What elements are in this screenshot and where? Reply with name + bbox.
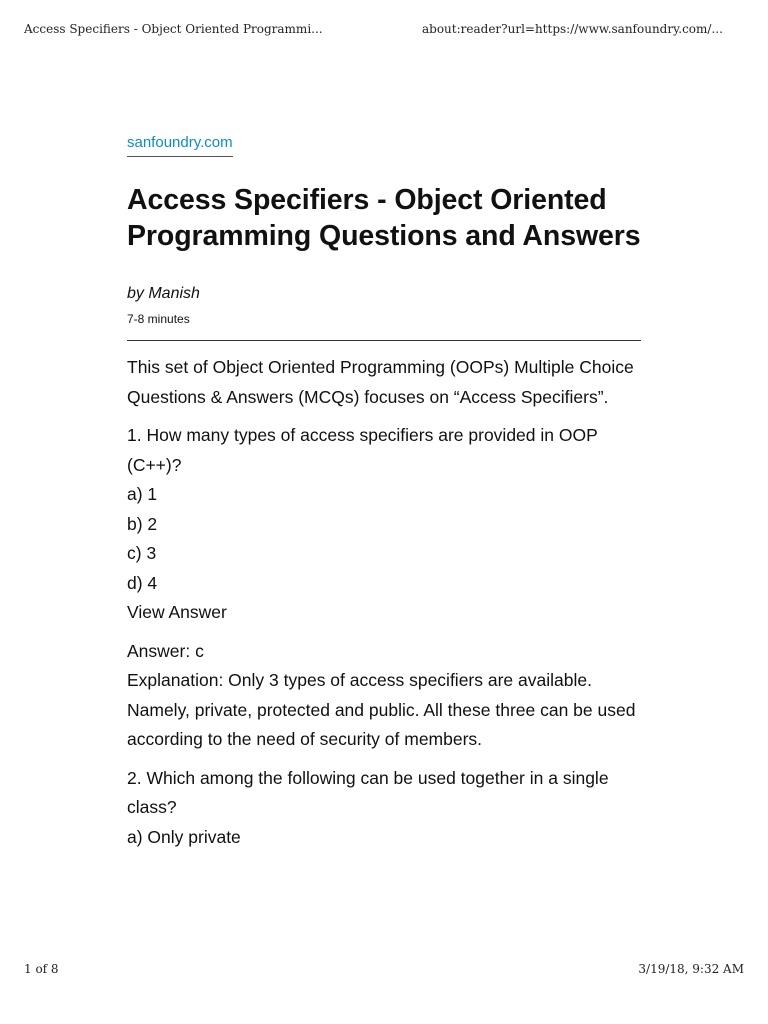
source-domain-link[interactable]: sanfoundry.com <box>127 134 233 157</box>
question-1-text: 1. How many types of access specifiers are provided in OOP (C++)? <box>127 425 598 475</box>
question-2 <box>127 764 641 853</box>
question-1-option-a: a) 1 <box>127 484 158 504</box>
reading-time: 7-8 minutes <box>127 312 190 326</box>
print-timestamp: 3/19/18, 9:32 AM <box>638 962 744 976</box>
question-2-text: 2. Which among the following can be used together in a single class? <box>127 767 609 817</box>
print-page-title: Access Specifiers - Object Oriented Programmi... <box>24 22 323 36</box>
question-1-option-c: c) 3 <box>127 543 157 563</box>
answer-1-explanation: Explanation: Only 3 types of access specifiers are available. Namely, private, protected and public. All these three can be used according to the need of security of members. <box>127 670 636 749</box>
question-1-option-b: b) 2 <box>127 513 158 534</box>
view-answer-link[interactable]: View Answer <box>127 602 227 622</box>
article-byline: by Manish <box>127 285 200 302</box>
intro-paragraph: This set of Object Oriented Programming (OOPs) Multiple Choice Questions & Answers (MCQs) focuses on “Access Specifiers”. <box>127 357 634 407</box>
print-url: about:reader?url=https://www.sanfoundry.com/... <box>422 22 723 36</box>
answer-1-text: Answer: c <box>127 640 204 661</box>
question-2-option-a: a) Only private <box>127 826 241 847</box>
question-1-option-d: d) 4 <box>127 572 158 593</box>
article-content <box>127 353 641 852</box>
question-1 <box>127 421 641 628</box>
print-page-number: 1 of 8 <box>24 962 59 976</box>
answer-1 <box>127 637 641 755</box>
header-divider <box>127 340 641 341</box>
reader-article <box>127 134 641 861</box>
article-title: Access Specifiers - Object Oriented Programming Questions and Answers <box>127 184 641 252</box>
